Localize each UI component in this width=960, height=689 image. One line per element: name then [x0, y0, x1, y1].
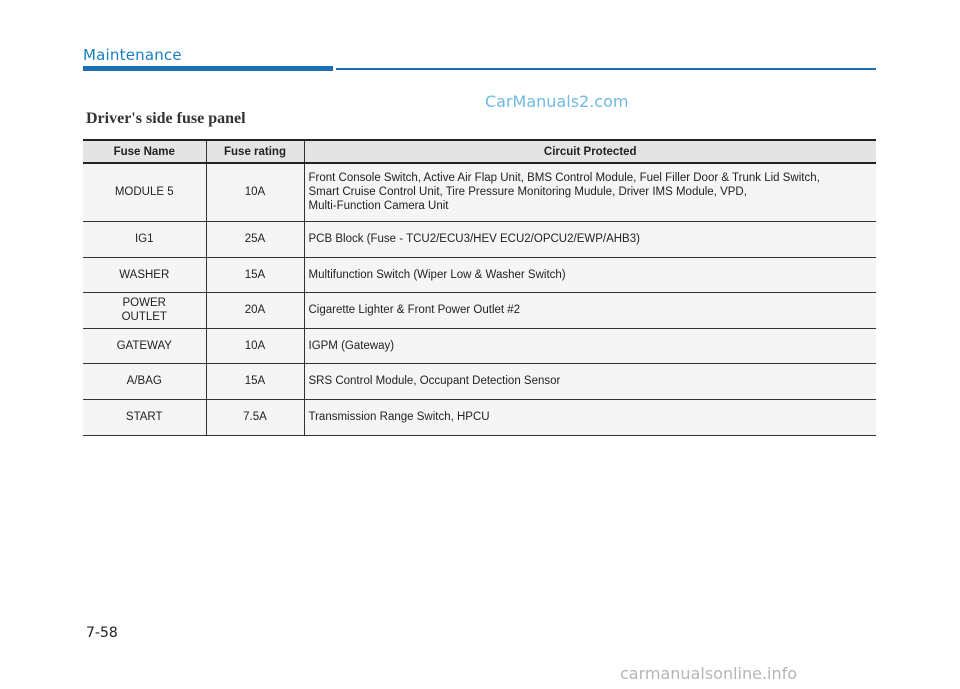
fuse-name-cell: POWER OUTLET	[83, 292, 206, 328]
fuse-rating-cell: 10A	[206, 163, 304, 221]
column-header-circuit-protected: Circuit Protected	[304, 140, 876, 163]
circuit-protected-cell	[304, 257, 876, 292]
circuit-line: Multi-Function Camera Unit	[308, 200, 449, 213]
fuse-name-cell: MODULE 5	[83, 163, 206, 221]
table-header-row	[83, 140, 876, 163]
section-label: Maintenance	[83, 46, 182, 64]
panel-title: Driver's side fuse panel	[86, 110, 246, 127]
table-row	[83, 292, 876, 328]
circuit-protected-cell	[304, 399, 876, 435]
table-row	[83, 257, 876, 292]
header-rule-thin	[336, 68, 876, 70]
circuit-protected-cell	[304, 163, 876, 221]
circuit-line: IGPM (Gateway)	[308, 339, 395, 352]
table-row	[83, 328, 876, 363]
fuse-name-cell: GATEWAY	[83, 328, 206, 363]
circuit-protected-cell	[304, 292, 876, 328]
table-row	[83, 163, 876, 221]
page-number: 7-58	[86, 625, 118, 641]
fuse-rating-cell: 25A	[206, 221, 304, 257]
watermark-top: CarManuals2.com	[485, 92, 629, 111]
column-header-fuse-name: Fuse Name	[83, 140, 206, 163]
fuse-name-cell: A/BAG	[83, 363, 206, 399]
watermark-bottom: carmanualsonline.info	[620, 664, 798, 683]
circuit-protected-cell	[304, 328, 876, 363]
table-row	[83, 363, 876, 399]
fuse-table	[83, 139, 876, 436]
table-row	[83, 221, 876, 257]
circuit-line: Smart Cruise Control Unit, Tire Pressure Monitoring Mudule, Driver IMS Module, VPD,	[308, 186, 747, 199]
fuse-rating-cell: 10A	[206, 328, 304, 363]
fuse-name-cell: START	[83, 399, 206, 435]
fuse-name-cell: IG1	[83, 221, 206, 257]
circuit-line: Multifunction Switch (Wiper Low & Washer Switch)	[308, 268, 566, 281]
circuit-line: Transmission Range Switch, HPCU	[308, 411, 490, 423]
fuse-rating-cell: 15A	[206, 257, 304, 292]
fuse-rating-cell: 7.5A	[206, 399, 304, 435]
circuit-line: Cigarette Lighter & Front Power Outlet #2	[308, 304, 521, 316]
header-rule-thick	[83, 66, 333, 71]
circuit-protected-cell	[304, 221, 876, 257]
circuit-line: Front Console Switch, Active Air Flap Unit, BMS Control Module, Fuel Filler Door & Trunk Lid Switch,	[308, 172, 820, 185]
table-row	[83, 399, 876, 435]
circuit-line: PCB Block (Fuse - TCU2/ECU3/HEV ECU2/OPCU2/EWP/AHB3)	[308, 233, 640, 245]
circuit-protected-cell	[304, 363, 876, 399]
column-header-fuse-rating: Fuse rating	[206, 140, 304, 163]
fuse-name-cell: WASHER	[83, 257, 206, 292]
fuse-rating-cell: 20A	[206, 292, 304, 328]
fuse-rating-cell: 15A	[206, 363, 304, 399]
circuit-line: SRS Control Module, Occupant Detection Sensor	[308, 375, 561, 387]
